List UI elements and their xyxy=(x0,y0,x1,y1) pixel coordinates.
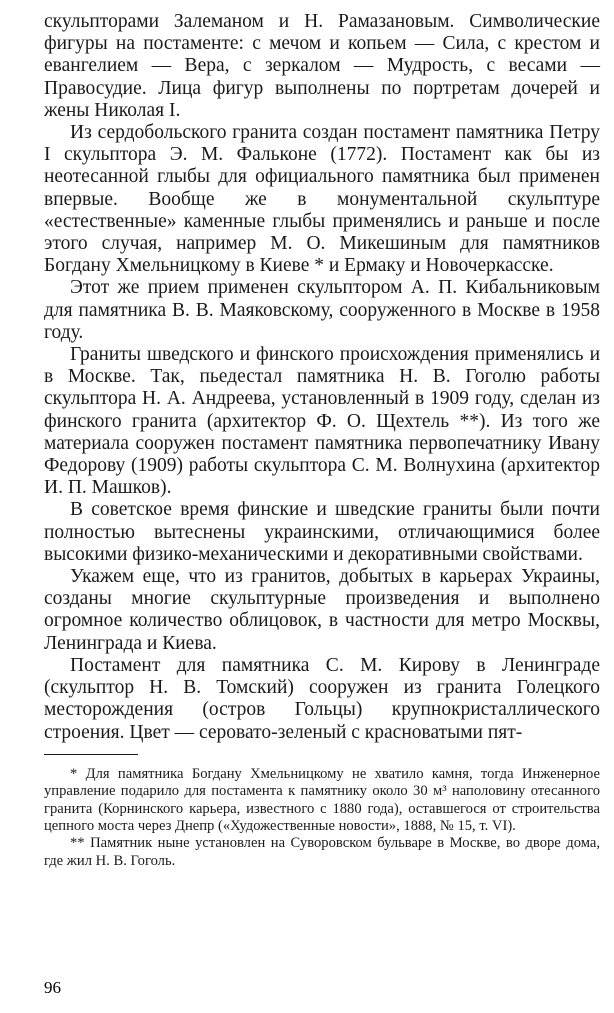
paragraph-5: В советское время финские и шведские граниты были почти полностью вытеснены украинскими, отличающимися более высокими физико-механическими и декоративными свойствами. xyxy=(44,499,600,565)
paragraph-2: Из сердобольского гранита создан постамент памятника Петру I скульптора Э. М. Фальконе (1772). Постамент как бы из неотесанной глыбы для официального памятника был применен впервые. Вообще же в монументальной скульптуре «естественные» каменные глыбы применялись и раньше и после этого случая, например М. О. Микешиным для памятников Богдану Хмельницкому в Киеве * и Ермаку и Новочеркасске. xyxy=(44,122,600,277)
footnote-1: * Для памятника Богдану Хмельницкому не хватило камня, тогда Инженерное управление подарило для постамента к памятнику около 30 м³ наполовину отесанного гранита (Корнинского карьера, известного с 1880 года), оставшегося от строительства цепного моста через Днепр («Художественные новости», 1888, № 15, т. VI). xyxy=(44,765,600,834)
paragraph-7: Постамент для памятника С. М. Кирову в Ленинграде (скульптор Н. В. Томский) сооружен из гранита Голецкого месторождения (остров Гольцы) крупнокристаллического строения. Цвет — серовато-зеленый с красноватыми пят- xyxy=(44,654,600,743)
footnote-divider xyxy=(44,754,138,755)
page-number: 96 xyxy=(44,978,61,997)
paragraph-4: Граниты шведского и финского происхождения применялись и в Москве. Так, пьедестал памятника Н. В. Гоголю работы скульптора Н. А. Андреева, установленный в 1909 году, сделан из финского гранита (архитектор Ф. О. Щехтель **). Из того же материала сооружен постамент памятника первопечатнику Ивану Федорову (1909) работы скульптора С. М. Волнухина (архитектор И. П. Машков). xyxy=(44,344,600,499)
paragraph-3: Этот же прием применен скульптором А. П. Кибальниковым для памятника В. В. Маяковскому, сооруженного в Москве в 1958 году. xyxy=(44,277,600,343)
paragraph-6: Укажем еще, что из гранитов, добытых в карьерах Украины, созданы многие скульптурные произведения и выполнено огромное количество облицовок, в частности для метро Москвы, Ленинграда и Киева. xyxy=(44,566,600,654)
footnote-2: ** Памятник ныне установлен на Суворовском бульваре в Москве, во дворе дома, где жил Н. В. Гоголь. xyxy=(44,835,600,869)
footnotes xyxy=(44,766,600,870)
main-text xyxy=(44,11,600,744)
paragraph-1: скульпторами Залеманом и Н. Рамазановым. Символические фигуры на постаменте: с мечом и копьем — Сила, с крестом и евангелием — Вера, с зеркалом — Мудрость, с весами — Правосудие. Лица фигур выполнены по портретам дочерей и жены Николая I. xyxy=(44,11,600,121)
